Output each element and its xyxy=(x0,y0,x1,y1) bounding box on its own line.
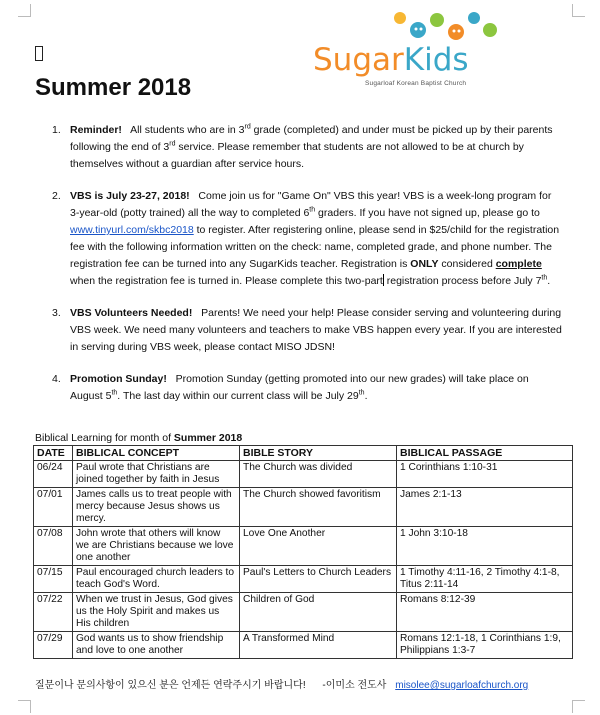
footer-signature: -이미소 전도사 xyxy=(322,680,387,691)
table-caption: Biblical Learning for month of Summer 2018 xyxy=(35,432,243,444)
email-link[interactable]: misolee@sugarloafchurch.org xyxy=(395,680,529,691)
column-header: BIBLICAL CONCEPT xyxy=(73,446,240,461)
biblical-learning-table xyxy=(33,445,573,659)
footer-contact xyxy=(35,676,528,691)
table-row: 07/15 Paul encouraged church leaders to teach God's Word. Paul's Letters to Church Leaders 1 Timothy 4:11-16, 2 Timothy 4:1-8, Titus 2:11-14 xyxy=(34,566,573,593)
sugarkids-logo xyxy=(305,0,505,100)
page-corner-mark xyxy=(18,700,31,713)
logo-faces-icon xyxy=(390,8,500,44)
footer-text: 질문이나 문의사항이 있으신 분은 언제든 연락주시기 바랍니다! xyxy=(35,680,306,691)
table-row: 07/08 John wrote that others will know we are Christians because we love one another Love One Another 1 John 3:10-18 xyxy=(34,527,573,566)
logo-wordmark: SugarKids xyxy=(313,42,469,78)
page-corner-mark xyxy=(572,700,585,713)
page-title: Summer 2018 xyxy=(35,74,192,101)
list-item: 2. VBS is July 23-27, 2018! Come join us for "Game On" VBS this year! VBS is a week-long program for 3-year-old (potty trained) all the way to completed 6th graders. If you have not signed up, please go to www.tinyurl.com/skbc2018 to register. After registering online, please send in $25/child for the registration fee with the following information written on the check: name, completed grade, and phone number. The registration fee can be turned into any SugarKids teacher. Registration is ONLY considered complete when the registration fee is turned in. Please complete this two-part registration process before July 7th. xyxy=(52,190,560,287)
column-header: BIBLE STORY xyxy=(240,446,397,461)
column-header: BIBLICAL PASSAGE xyxy=(397,446,573,461)
column-header: DATE xyxy=(34,446,73,461)
logo-subtitle: Sugarloaf Korean Baptist Church xyxy=(365,80,467,87)
missing-glyph-box-icon xyxy=(35,46,43,61)
table-row: 06/24 Paul wrote that Christians are joined together by faith in Jesus The Church was divided 1 Corinthians 1:10-31 xyxy=(34,461,573,488)
table-row: 07/01 James calls us to treat people with mercy because Jesus shows us mercy. The Church showed favoritism James 2:1-13 xyxy=(34,488,573,527)
list-item: 1. Reminder! All students who are in 3rd grade (completed) and under must be picked up by their parents following the end of 3rd service. Please remember that students are not allowed to be at church by themselves without a guardian after service hours. xyxy=(52,123,553,170)
table-row: 07/29 God wants us to show friendship and love to one another A Transformed Mind Romans 12:1-18, 1 Corinthians 1:9, Philippians 1:3-7 xyxy=(34,632,573,659)
announcement-list xyxy=(52,122,562,420)
page-corner-mark xyxy=(572,4,585,17)
registration-link[interactable]: www.tinyurl.com/skbc2018 xyxy=(70,224,194,236)
table-header-row xyxy=(34,446,573,461)
list-item: 3. VBS Volunteers Needed! Parents! We need your help! Please consider serving and volunteering during VBS week. We need many volunteers and teachers to make VBS happen every year. If you are interested in serving during VBS week, please contact MISO JDSN! xyxy=(52,307,562,353)
page-corner-mark xyxy=(18,4,31,17)
table-row: 07/22 When we trust in Jesus, God gives us the Holy Spirit and makes us His children Children of God Romans 8:12-39 xyxy=(34,593,573,632)
list-item: 4. Promotion Sunday! Promotion Sunday (getting promoted into our new grades) will take place on August 5th. The last day within our current class will be July 29th. xyxy=(52,373,529,402)
